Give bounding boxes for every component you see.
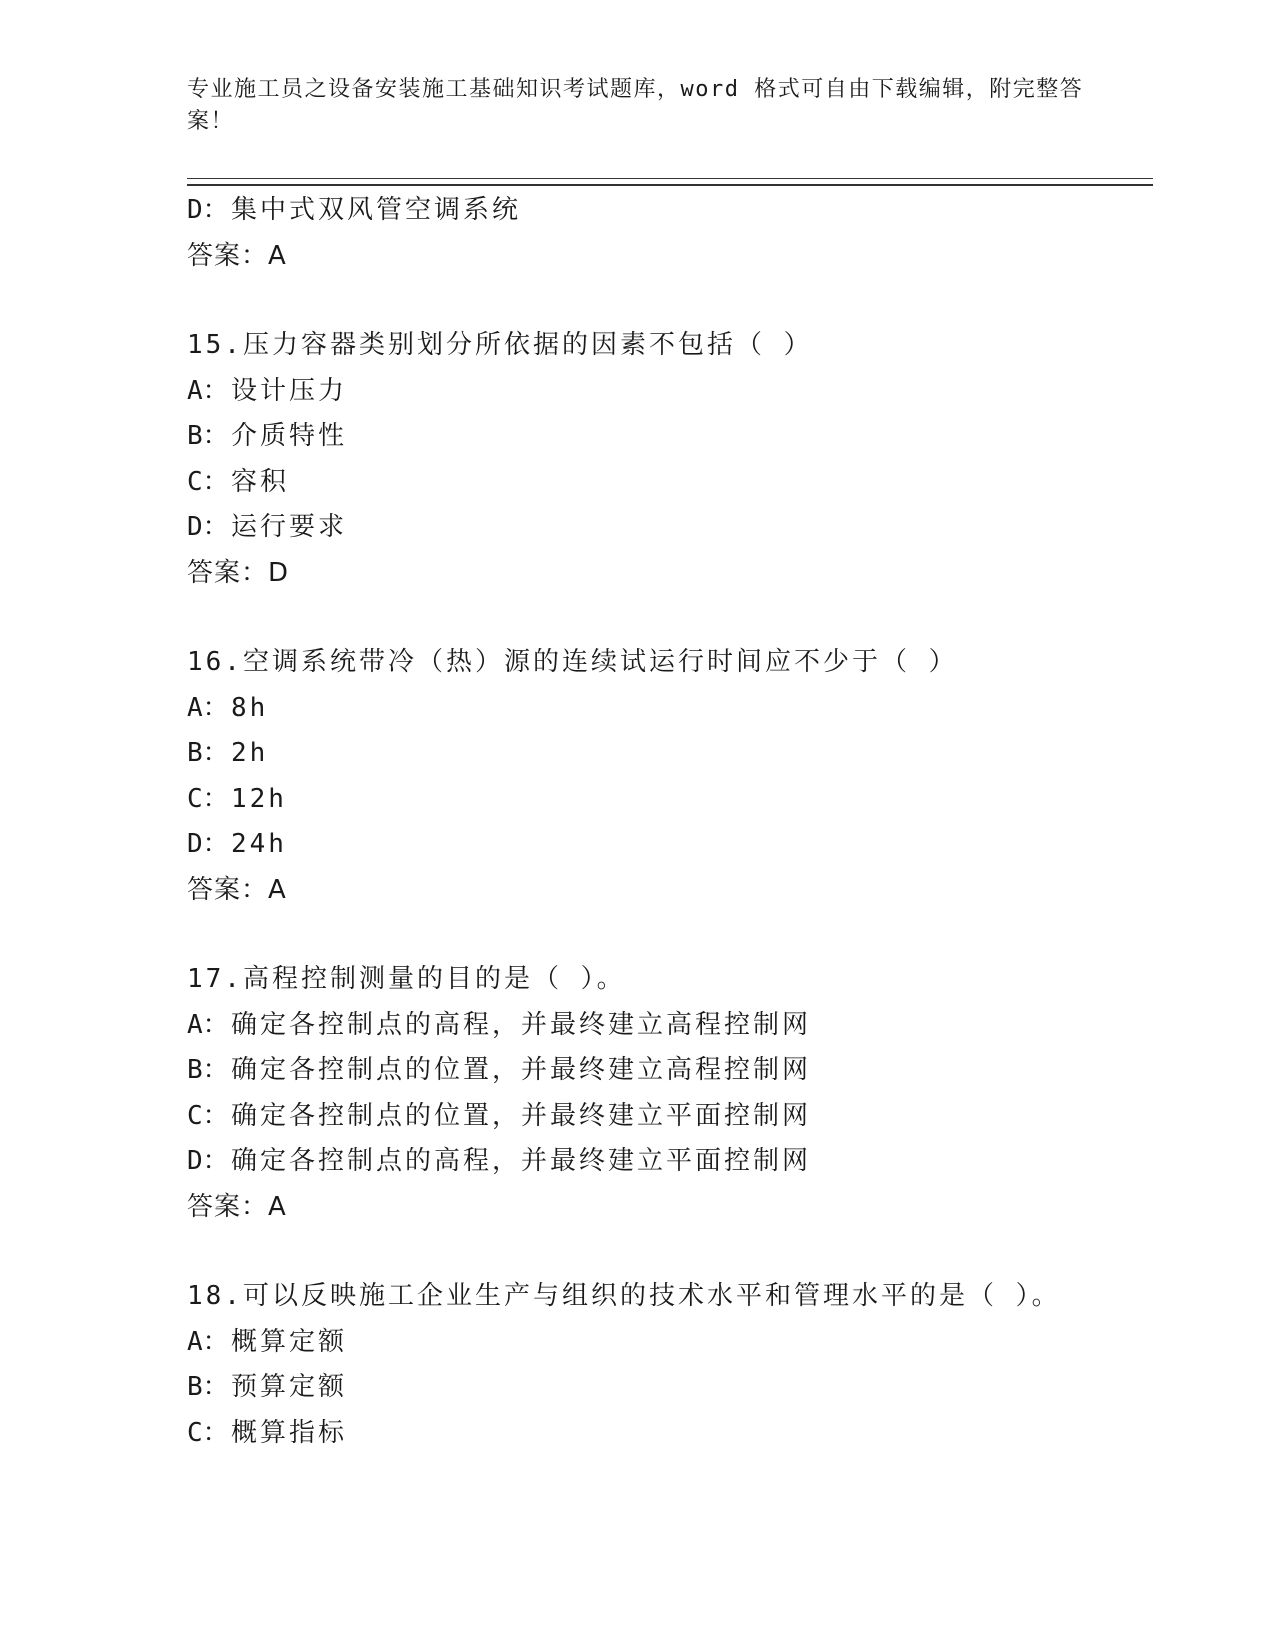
- option-label: A：: [187, 1326, 229, 1357]
- option-text: 12h: [231, 783, 287, 814]
- option-text: 确定各控制点的高程，并最终建立平面控制网: [231, 1146, 812, 1176]
- option-text: 确定各控制点的位置，并最终建立平面控制网: [231, 1100, 812, 1131]
- option-b: [187, 1048, 1153, 1094]
- answer: 答案：D: [187, 557, 290, 588]
- option-a: [187, 686, 1153, 732]
- option-text: 预算定额: [231, 1372, 348, 1402]
- option-label: A：: [187, 692, 229, 723]
- option-d: [187, 1139, 1153, 1185]
- option-text: 概算定额: [231, 1326, 348, 1357]
- option-label: B：: [187, 1372, 229, 1402]
- option-text: 8h: [231, 692, 269, 723]
- option-label: C：: [187, 1100, 229, 1131]
- answer: 答案：A: [187, 1191, 287, 1222]
- option-label: C：: [187, 783, 229, 814]
- spacer: [187, 913, 1153, 957]
- option-a: [187, 1320, 1153, 1366]
- option-b: [187, 731, 1153, 777]
- option-label: C：: [187, 466, 229, 497]
- option-text: 介质特性: [231, 421, 348, 451]
- option-b: [187, 414, 1153, 460]
- option-c: [187, 460, 1153, 506]
- option-label: A：: [187, 1009, 229, 1040]
- option-label: A：: [187, 375, 229, 406]
- option-d: [187, 822, 1153, 868]
- question-stem: 18.可以反映施工企业生产与组织的技术水平和管理水平的是（ ）。: [187, 1281, 1061, 1311]
- option-text: 设计压力: [231, 375, 348, 406]
- header-divider: [187, 178, 1153, 186]
- option-d: [187, 188, 1153, 234]
- option-label: D：: [187, 195, 229, 225]
- option-text: 确定各控制点的位置，并最终建立高程控制网: [231, 1055, 812, 1085]
- option-label: D：: [187, 1146, 229, 1176]
- option-label: B：: [187, 738, 229, 768]
- answer: 答案：A: [187, 874, 287, 905]
- question-list: [187, 188, 1153, 1456]
- question-stem: 17.高程控制测量的目的是（ ）。: [187, 964, 626, 994]
- answer: 答案：A: [187, 240, 287, 271]
- option-label: B：: [187, 421, 229, 451]
- option-label: D：: [187, 829, 229, 859]
- option-label: D：: [187, 512, 229, 542]
- option-label: C：: [187, 1417, 229, 1448]
- question-stem: 15.压力容器类别划分所依据的因素不包括（ ）: [187, 330, 813, 360]
- option-c: [187, 1094, 1153, 1140]
- option-c: [187, 777, 1153, 823]
- spacer: [187, 596, 1153, 640]
- option-b: [187, 1365, 1153, 1411]
- option-text: 确定各控制点的高程，并最终建立高程控制网: [231, 1009, 812, 1040]
- option-text: 24h: [231, 829, 287, 859]
- spacer: [187, 279, 1153, 323]
- option-a: [187, 1003, 1153, 1049]
- option-label: B：: [187, 1055, 229, 1085]
- option-d: [187, 505, 1153, 551]
- option-text: 2h: [231, 738, 269, 768]
- option-text: 集中式双风管空调系统: [231, 195, 522, 225]
- spacer: [187, 1230, 1153, 1274]
- option-a: [187, 369, 1153, 415]
- question-stem: 16.空调系统带冷（热）源的连续试运行时间应不少于（ ）: [187, 647, 958, 677]
- option-text: 运行要求: [231, 512, 348, 542]
- option-text: 概算指标: [231, 1417, 348, 1448]
- option-text: 容积: [231, 466, 290, 497]
- option-c: [187, 1411, 1153, 1457]
- document-header: 专业施工员之设备安装施工基础知识考试题库，word 格式可自由下载编辑，附完整答案！: [187, 77, 1084, 134]
